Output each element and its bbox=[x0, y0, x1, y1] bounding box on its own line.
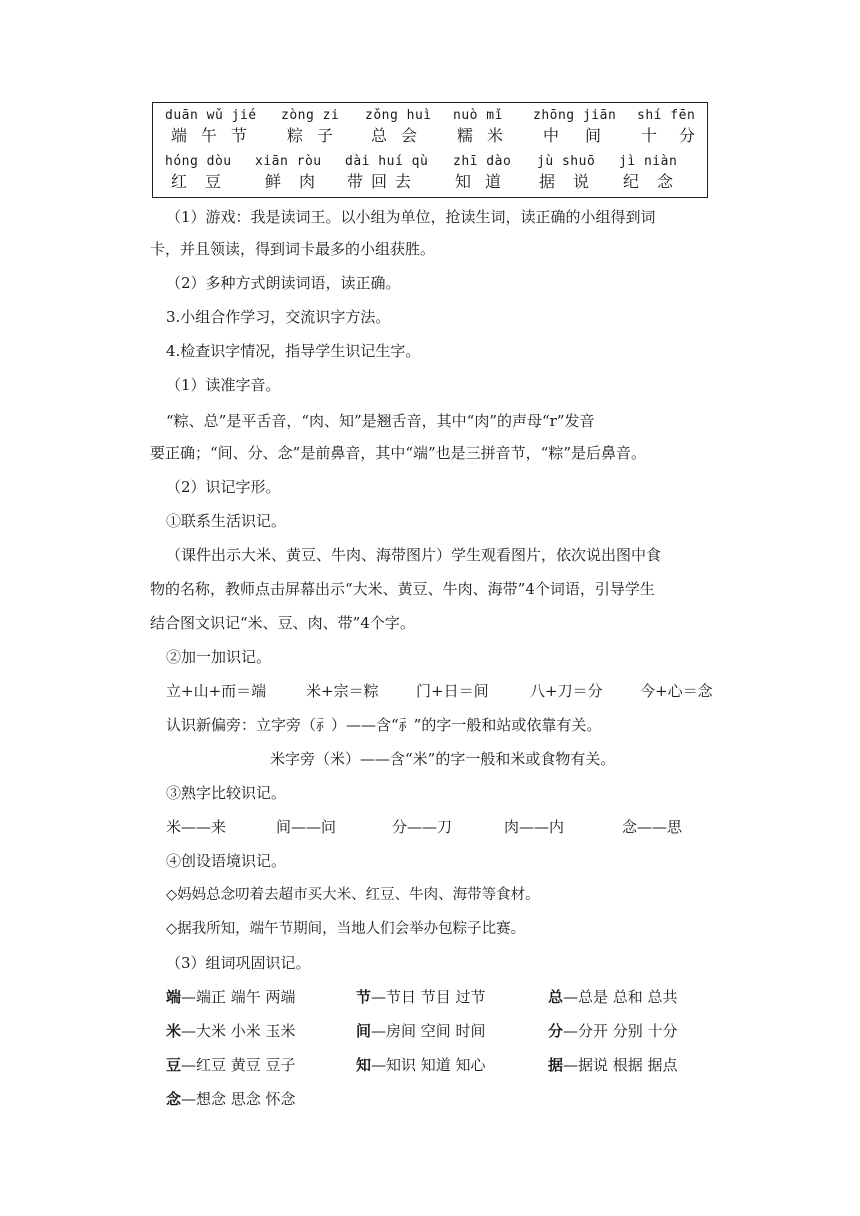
pinyin-word: jì niàn 纪念 bbox=[619, 154, 692, 191]
pinyin-word: jù shuō 据说 bbox=[537, 154, 608, 191]
sub-heading: （1）读准字音。 bbox=[166, 376, 281, 394]
word-group-row bbox=[166, 1088, 726, 1110]
formula: 米+宗＝粽 bbox=[306, 682, 379, 700]
sub-heading: ①联系生活识记。 bbox=[166, 512, 287, 530]
word-group: 知—知识 知道 知心 bbox=[356, 1056, 486, 1074]
word-group-row bbox=[166, 1054, 726, 1076]
sub-heading: （2）识记字形。 bbox=[166, 478, 281, 496]
paragraph-line: （1）游戏：我是读词王。以小组为单位，抢读生词，读正确的小组得到词 bbox=[166, 208, 656, 226]
compare-pair: 念——思 bbox=[622, 818, 683, 836]
pinyin-word: zhī dào 知道 bbox=[453, 154, 516, 191]
compare-pair: 间——问 bbox=[276, 818, 337, 836]
compare-pair: 肉——内 bbox=[504, 818, 565, 836]
word-group: 端—端正 端午 两端 bbox=[166, 988, 296, 1006]
paragraph-line: “粽、总”是平舌音，“肉、知”是翘舌音，其中“肉”的声母“r”发音 bbox=[166, 412, 595, 430]
word-group: 米—大米 小米 玉米 bbox=[166, 1022, 296, 1040]
sub-heading: ②加一加识记。 bbox=[166, 648, 272, 666]
context-sentence: ◇妈妈总念叨着去超市买大米、红豆、牛肉、海带等食材。 bbox=[166, 887, 540, 903]
section-heading: 4.检查识字情况，指导学生识记生字。 bbox=[166, 342, 421, 360]
pinyin-word: duān wǔ jié 端午节 bbox=[165, 108, 262, 145]
radical-note: 米字旁（⽶）——含“⽶”的字一般和米或食物有关。 bbox=[270, 750, 616, 768]
pinyin-word: nuò mǐ 糯米 bbox=[453, 108, 518, 145]
pinyin-word: zǒng huì 总会 bbox=[365, 108, 432, 145]
pinyin-word: dài huí qù 带回去 bbox=[345, 154, 429, 191]
sub-heading: ③熟字比较识记。 bbox=[166, 784, 287, 802]
paragraph-line: 物的名称，教师点击屏幕出示“大米、黄豆、牛肉、海带”4个词语，引导学生 bbox=[150, 580, 655, 598]
formula: 门+日＝间 bbox=[416, 682, 489, 700]
section-heading: 3.小组合作学习，交流识字方法。 bbox=[166, 308, 391, 326]
word-group: 节—节日 节目 过节 bbox=[356, 988, 486, 1006]
sub-heading: （3）组词巩固识记。 bbox=[166, 954, 311, 972]
word-group: 念—想念 思念 怀念 bbox=[166, 1090, 296, 1108]
paragraph-line: 结合图文识记“米、豆、肉、带”4个字。 bbox=[150, 614, 415, 632]
formula: 今+心＝念 bbox=[640, 682, 713, 700]
radical-note: 认识新偏旁：立字旁（⺬）——含“⺬”的字一般和站或依靠有关。 bbox=[166, 716, 602, 734]
context-sentence: ◇据我所知，端午节期间，当地人们会举办包粽子比赛。 bbox=[166, 921, 526, 937]
pinyin-word: zòng zi 粽子 bbox=[281, 108, 348, 145]
compare-pair: 米——来 bbox=[166, 818, 227, 836]
pinyin-row-2 bbox=[153, 153, 707, 197]
addition-formula-row bbox=[166, 680, 726, 702]
paragraph-line: （2）多种方式朗读词语，读正确。 bbox=[166, 274, 401, 292]
paragraph-line: （课件出示大米、黄豆、牛肉、海带图片）学生观看图片，依次说出图中食 bbox=[166, 546, 662, 564]
formula: 立+山+而＝端 bbox=[166, 682, 267, 700]
pinyin-row-1 bbox=[153, 107, 718, 151]
pinyin-word: zhōng jiān 中间 bbox=[533, 108, 628, 145]
pinyin-vocabulary-box bbox=[152, 102, 718, 198]
word-group: 分—分开 分别 十分 bbox=[548, 1022, 678, 1040]
word-group-row bbox=[166, 1020, 726, 1042]
word-group: 豆—红豆 黄豆 豆子 bbox=[166, 1056, 296, 1074]
pinyin-word: shí fēn 十分 bbox=[637, 108, 718, 145]
pinyin-word: hóng dòu 红豆 bbox=[165, 154, 240, 191]
sub-heading: ④创设语境识记。 bbox=[166, 852, 287, 870]
compare-row bbox=[166, 816, 726, 838]
word-group-row bbox=[166, 986, 726, 1008]
compare-pair: 分——刀 bbox=[392, 818, 453, 836]
word-group: 总—总是 总和 总共 bbox=[548, 988, 678, 1006]
formula: 八+刀＝分 bbox=[530, 682, 603, 700]
word-group: 据—据说 根据 据点 bbox=[548, 1056, 678, 1074]
paragraph-line: 卡，并且领读，得到词卡最多的小组获胜。 bbox=[150, 240, 436, 258]
word-group: 间—房间 空间 时间 bbox=[356, 1022, 486, 1040]
pinyin-word: xiān ròu 鲜肉 bbox=[255, 154, 334, 191]
paragraph-line: 要正确；“间、分、念”是前鼻音，其中“端”也是三拼音节，“粽”是后鼻音。 bbox=[150, 444, 647, 462]
